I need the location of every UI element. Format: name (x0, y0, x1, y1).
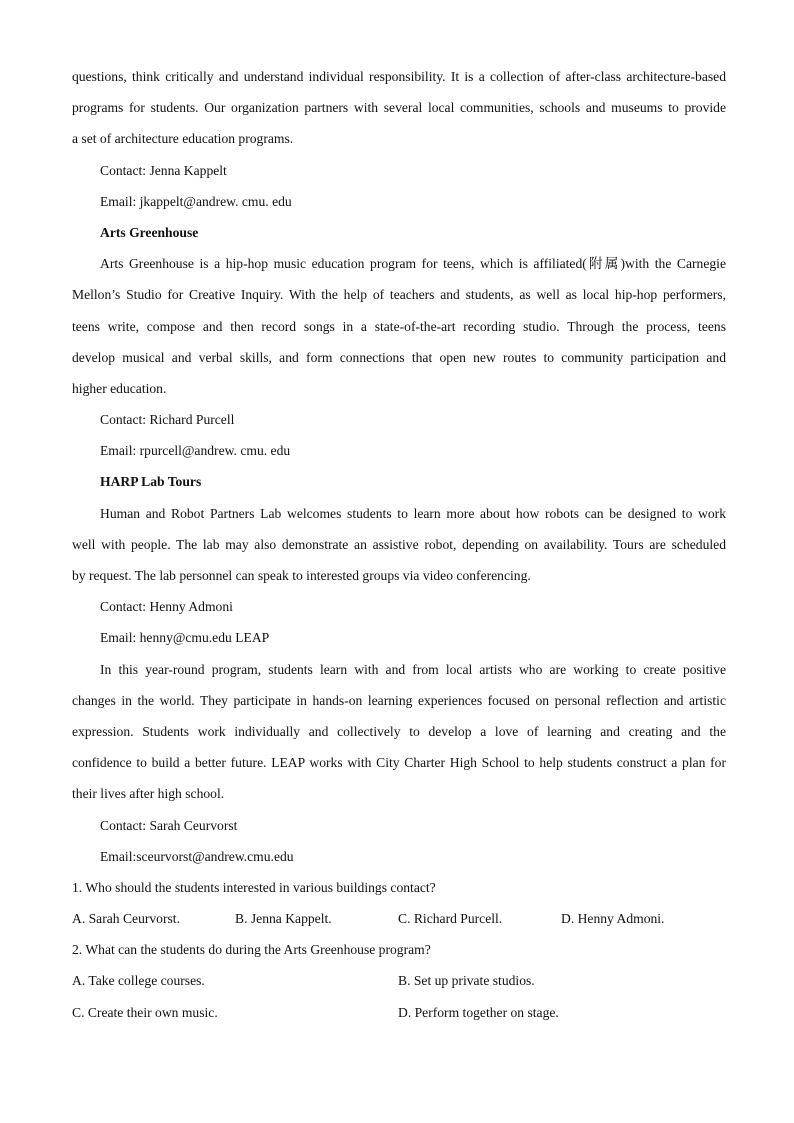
question-stem: 1. Who should the students interested in various buildings contact? (72, 879, 436, 895)
options-row (72, 903, 726, 934)
text-line: Email:sceurvorst@andrew.cmu.edu (100, 848, 294, 864)
answer-option: B. Jenna Kappelt. (235, 911, 332, 927)
document-page (72, 61, 726, 1028)
text-line: higher education. (72, 380, 167, 396)
text-line: Contact: Henny Admoni (100, 599, 233, 615)
text-line: a set of architecture education programs. (72, 131, 294, 147)
text-line: Email: rpurcell@andrew. cmu. edu (100, 443, 291, 459)
answer-option: A. Sarah Ceurvorst. (72, 911, 180, 927)
text-line: Arts Greenhouse is a hip-hop music education program for teens, which is affiliated(附属)with the Carnegie (100, 256, 726, 272)
options-row (72, 965, 726, 996)
section-heading: HARP Lab Tours (100, 474, 202, 490)
section-heading: Arts Greenhouse (100, 224, 199, 240)
question-stem: 2. What can the students do during the Arts Greenhouse program? (72, 942, 431, 958)
text-line: Email: jkappelt@andrew. cmu. edu (100, 193, 292, 209)
text-line: Contact: Sarah Ceurvorst (100, 817, 238, 833)
answer-option: C. Richard Purcell. (398, 911, 503, 927)
text-line: well with people. The lab may also demonstrate an assistive robot, depending on availability. Tours are scheduled (72, 536, 726, 552)
answer-option: B. Set up private studios. (398, 973, 535, 989)
text-line: questions, think critically and understand individual responsibility. It is a collection of after-class architecture-based (72, 69, 726, 84)
text-line: Contact: Richard Purcell (100, 412, 235, 428)
answer-option: D. Perform together on stage. (398, 1004, 559, 1020)
text-line: Email: henny@cmu.edu LEAP (100, 630, 270, 646)
text-line: programs for students. Our organization partners with several local communities, schools and museums to provide (72, 100, 726, 116)
text-line: by request. The lab personnel can speak to interested groups via video conferencing. (72, 568, 531, 583)
text-line: their lives after high school. (72, 786, 225, 802)
text-line: expression. Students work individually and collectively to develop a love of learning and creating and the (72, 723, 726, 739)
answer-option: A. Take college courses. (72, 973, 205, 989)
text-line: Mellon’s Studio for Creative Inquiry. With the help of teachers and students, as well as local hip-hop performers, (72, 287, 726, 303)
text-line: confidence to build a better future. LEAP works with City Charter High School to help students construct a plan for (72, 755, 726, 771)
options-row (72, 997, 726, 1028)
answer-option: C. Create their own music. (72, 1004, 218, 1020)
text-line: Contact: Jenna Kappelt (100, 162, 227, 178)
text-line: Human and Robot Partners Lab welcomes students to learn more about how robots can be designed to work (100, 505, 726, 521)
text-line: In this year-round program, students learn with and from local artists who are working to create positive (100, 661, 726, 677)
answer-option: D. Henny Admoni. (561, 911, 665, 927)
text-line: teens write, compose and then record songs in a state-of-the-art recording studio. Through the process, teens (72, 318, 726, 334)
text-line: changes in the world. They participate in hands-on learning experiences focused on personal reflection and artistic (72, 692, 726, 708)
text-line: develop musical and verbal skills, and form connections that open new routes to community participation and (72, 349, 726, 365)
